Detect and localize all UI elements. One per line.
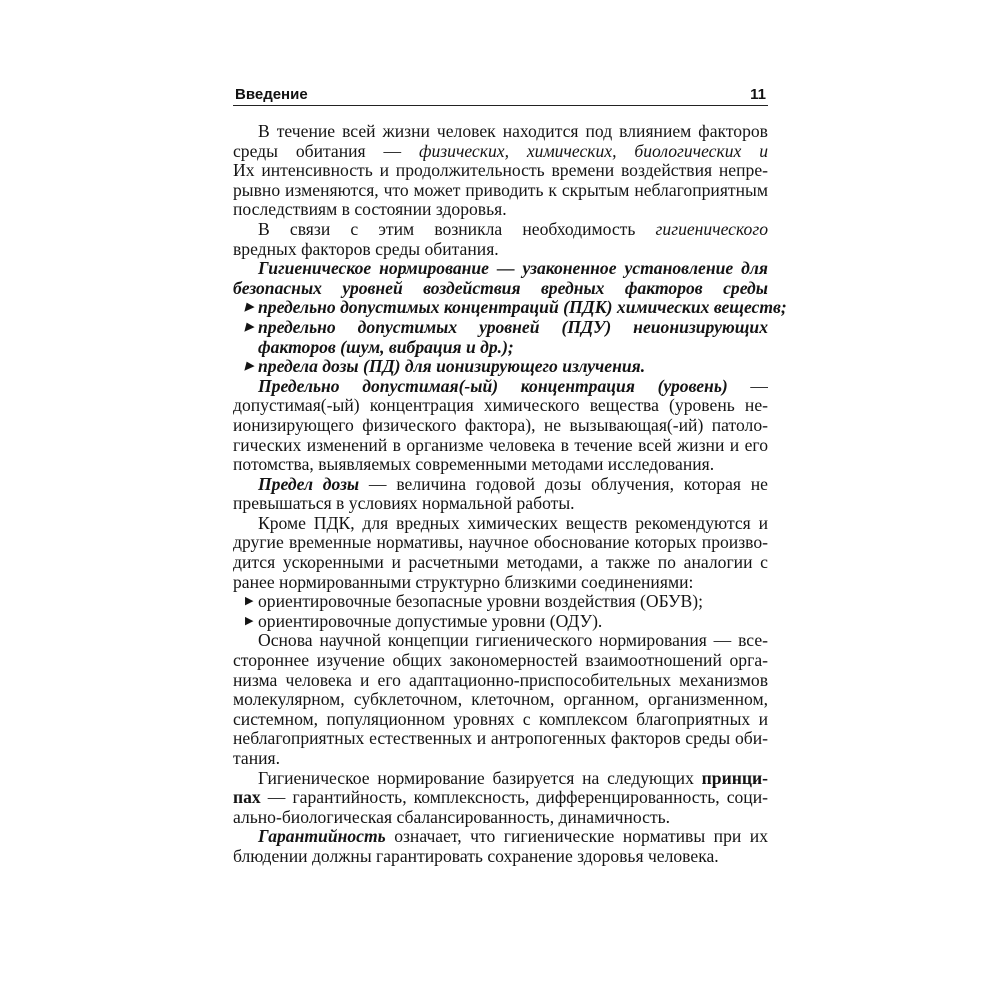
body-text [233, 122, 787, 867]
header-rule [233, 105, 768, 106]
text-line: ионизирующего физического фактора), не вызывающая(-ий) патоло- [233, 415, 768, 435]
list-item: ▶ предельно допустимых уровней (ПДУ) неионизирующих [245, 317, 768, 337]
list-item: ▶ ориентировочные допустимые уровни (ОДУ). [245, 610, 603, 631]
text-line: пах — гарантийность, комплексность, дифференцированность, соци- [233, 788, 768, 808]
term: Предел дозы [258, 474, 360, 494]
page-number: 11 [750, 86, 766, 103]
section-title: Введение [235, 86, 308, 103]
text-line: рывно изменяются, что может приводить к скрытым неблагоприятным [233, 180, 768, 200]
text-line: ально-биологическая сбалансированность, динамичность. [233, 806, 671, 827]
term: принци- [701, 768, 768, 788]
text-line: превышаться в условиях нормальной работы. [233, 493, 575, 514]
text-line: молекулярном, субклеточном, клеточном, органном, организменном, [233, 690, 768, 710]
triangle-bullet-icon: ▶ [245, 360, 254, 373]
text-line: последствиям в состоянии здоровья. [233, 199, 507, 220]
text-line: неблагоприятных естественных и антропогенных факторов среды оби- [233, 729, 768, 749]
running-head [235, 86, 766, 104]
triangle-bullet-icon: ▶ [245, 320, 254, 333]
triangle-bullet-icon: ▶ [245, 614, 254, 627]
definition-line: Гигиеническое нормирование — узаконенное установление для [258, 259, 768, 279]
text-line: дится ускоренными и расчетными методами, а также по аналогии с [233, 553, 768, 573]
list-item: ▶ предела дозы (ПД) для ионизирующего излучения. [245, 356, 646, 377]
emphasis: физических, химических, биологических и [419, 141, 768, 161]
text-line: Их интенсивность и продолжительность времени воздействия непре- [233, 161, 768, 181]
text-line: вредных факторов среды обитания. [233, 238, 499, 259]
text-line: Гигиеническое нормирование базируется на следующих принци- [258, 768, 768, 788]
text-line: В течение всей жизни человек находится под влиянием факторов [258, 122, 768, 141]
text-line: Кроме ПДК, для вредных химических веществ рекомендуются и [258, 513, 768, 533]
term: пах [233, 788, 261, 808]
list-item: ▶ предельно допустимых концентраций (ПДК) химических веществ; [245, 297, 787, 318]
list-item-continued: факторов (шум, вибрация и др.); [258, 336, 514, 357]
text-line: стороннее изучение общих закономерностей взаимоотношений орга- [233, 651, 768, 671]
text-line: Гарантийность означает, что гигиенические нормативы при их [258, 827, 768, 847]
text-line: Предел дозы — величина годовой дозы облучения, которая не [258, 474, 768, 494]
text-line: другие временные нормативы, научное обоснование которых произво- [233, 533, 768, 553]
term: Гарантийность [258, 827, 386, 847]
text-line: допустимая(-ый) концентрация химического вещества (уровень не- [233, 396, 768, 416]
emphasis: гигиенического [655, 219, 768, 239]
text-line: тания. [233, 748, 281, 768]
text-line: ранее нормированными структурно близкими соединениями: [233, 571, 694, 592]
text-line: низма человека и его адаптационно-приспособительных механизмов [233, 670, 768, 690]
text-line: потомства, выявляемых современными методами исследования. [233, 454, 715, 475]
definition-line: безопасных уровней воздействия вредных факторов среды [233, 278, 768, 298]
text-line: системном, популяционном уровнях с комплексом благоприятных и [233, 709, 768, 729]
term: Предельно допустимая(-ый) концентрация (уровень) [258, 376, 728, 396]
text-line: среды обитания — физических, химических, биологических и [233, 142, 768, 162]
triangle-bullet-icon: ▶ [245, 301, 254, 314]
text-line: В связи с этим возникла необходимость гигиенического [233, 220, 768, 240]
triangle-bullet-icon: ▶ [245, 595, 254, 608]
text-line: Предельно допустимая(-ый) концентрация (уровень) — [258, 376, 768, 396]
text-line: блюдении должны гарантировать сохранение здоровья человека. [233, 845, 719, 866]
text-line: гических изменений в организме человека в течение всей жизни и его [233, 435, 768, 455]
text-line: Основа научной концепции гигиенического нормирования — все- [258, 631, 768, 651]
list-item: ▶ ориентировочные безопасные уровни воздействия (ОБУВ); [245, 591, 704, 612]
